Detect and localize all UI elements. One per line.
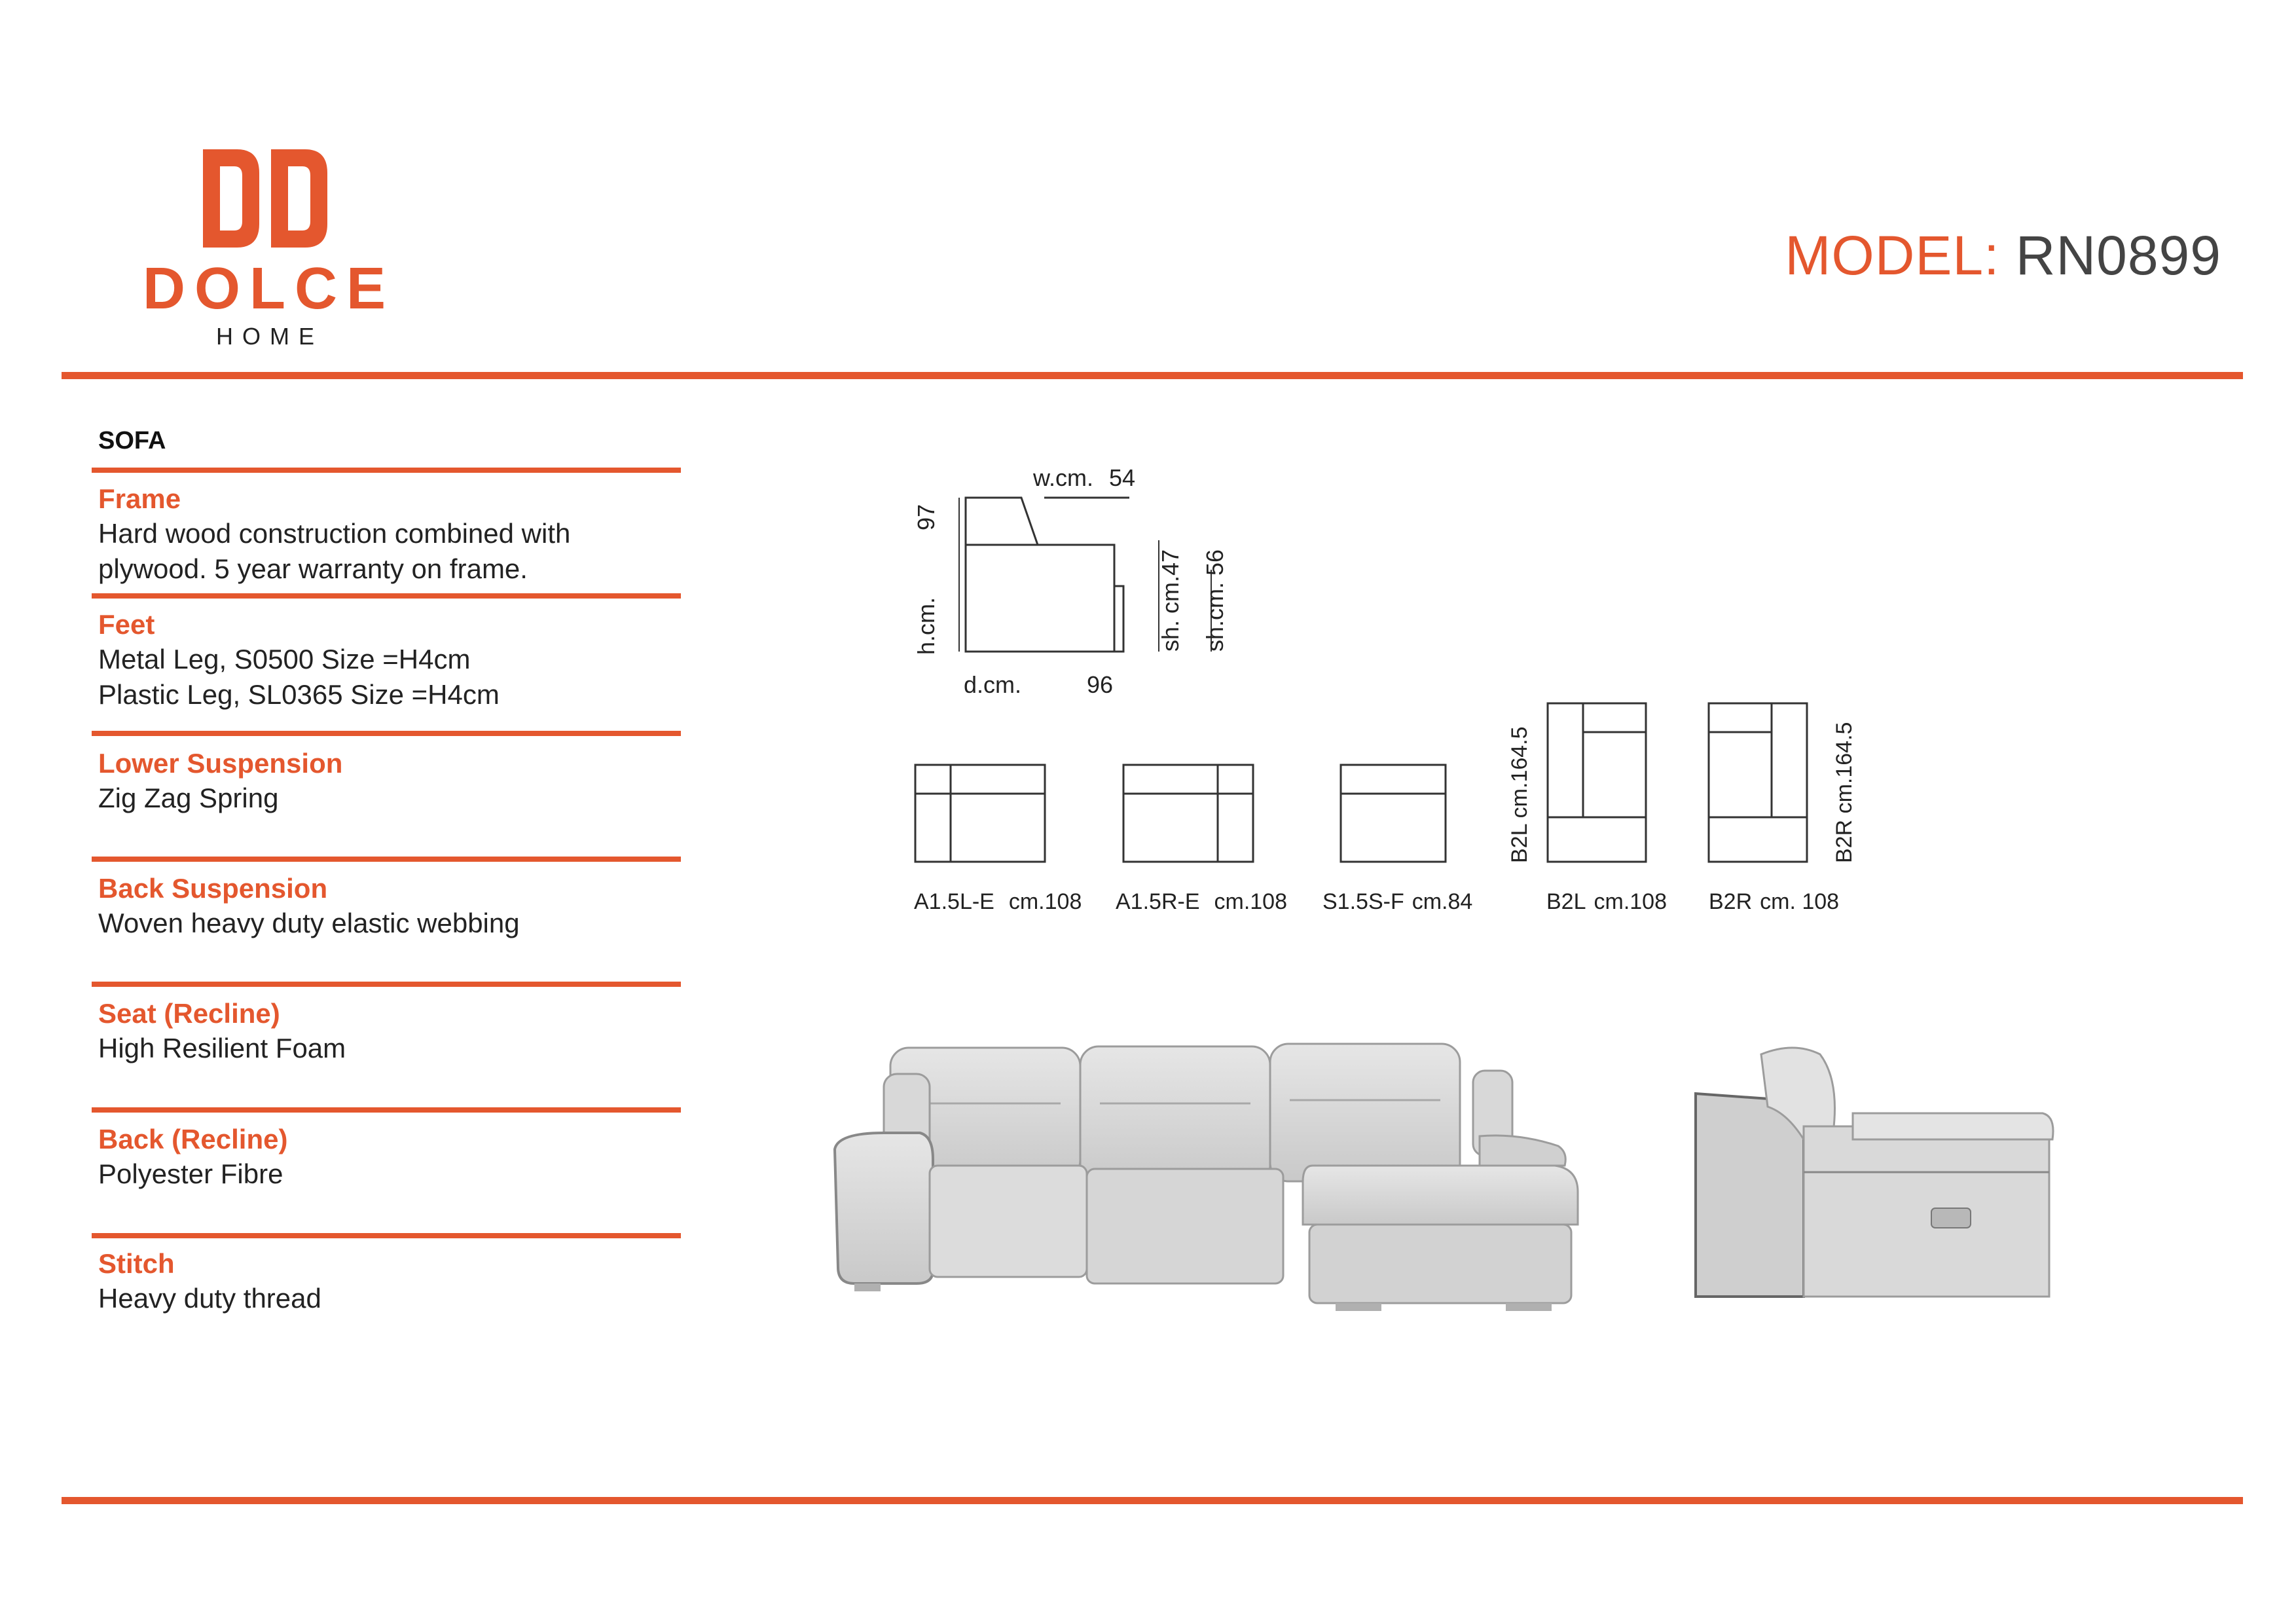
section-text-seat: High Resilient Foam (98, 1033, 346, 1063)
top-divider (62, 372, 2243, 379)
module-label-a15r: A1.5R-E cm.108 (1116, 889, 1287, 914)
section-heading-feet: Feet (98, 609, 155, 640)
section-heading-lower-suspension: Lower Suspension (98, 748, 343, 779)
module-b2l-drawing (1548, 703, 1646, 862)
seat-height-2: sh.cm. 56 (1201, 549, 1228, 652)
module-label-b2r: B2R cm. 108 (1709, 889, 1840, 914)
section-heading-back-suspension: Back Suspension (98, 873, 328, 904)
module-s15s-drawing (1341, 765, 1446, 862)
section-heading-seat: Seat (Recline) (98, 998, 280, 1029)
model-value: RN0899 (2015, 225, 2221, 286)
section-text-lower-suspension: Zig Zag Spring (98, 783, 279, 813)
module-label-a15l: A1.5L-E cm.108 (914, 889, 1082, 914)
section-divider (92, 1107, 681, 1113)
section-heading-stitch: Stitch (98, 1248, 175, 1279)
depth-label: d.cm. (964, 671, 1022, 698)
section-heading-frame: Frame (98, 483, 181, 514)
section-text-feet: Metal Leg, S0500 Size =H4cm Plastic Leg, SL0365 Size =H4cm (98, 644, 500, 710)
dimension-diagram (890, 452, 1912, 923)
sofa-side-image (1689, 1041, 2056, 1303)
depth-value: 96 (1087, 671, 1114, 698)
section-divider (92, 468, 681, 473)
section-heading-back: Back (Recline) (98, 1124, 288, 1154)
section-text-back-suspension: Woven heavy duty elastic webbing (98, 908, 520, 938)
sofa-front-image (825, 1035, 1624, 1323)
width-value: 54 (1109, 464, 1136, 491)
section-divider (92, 593, 681, 599)
module-a15l-drawing (915, 765, 1045, 862)
module-label-b2l: B2L cm.108 (1546, 889, 1667, 914)
model-label: MODEL: (1785, 225, 2000, 286)
section-text-back: Polyester Fibre (98, 1158, 283, 1189)
section-text-frame: Hard wood construction combined with plywood. 5 year warranty on frame. (98, 518, 571, 584)
module-label-s15s: S1.5S-F cm.84 (1322, 889, 1473, 914)
width-label: w.cm. (1033, 464, 1094, 491)
logo-mark-icon (203, 149, 327, 248)
model-heading (1785, 224, 2221, 287)
section-text-stitch: Heavy duty thread (98, 1283, 321, 1314)
brand-name: DOLCE (143, 256, 395, 322)
section-divider (92, 857, 681, 862)
height-label: h.cm. (913, 597, 939, 655)
section-divider (92, 731, 681, 736)
section-divider (92, 982, 681, 987)
module-side-label-b2l: B2L cm.164.5 (1507, 726, 1532, 863)
spec-title: SOFA (98, 427, 166, 454)
bottom-divider (62, 1497, 2243, 1504)
module-a15r-drawing (1123, 765, 1253, 862)
seat-height-1: sh. cm.47 (1157, 549, 1184, 652)
section-divider (92, 1233, 681, 1238)
height-value: 97 (913, 504, 939, 530)
module-side-label-b2r: B2R cm.164.5 (1832, 722, 1857, 863)
module-b2r-drawing (1709, 703, 1807, 862)
brand-sub: HOME (216, 323, 323, 350)
